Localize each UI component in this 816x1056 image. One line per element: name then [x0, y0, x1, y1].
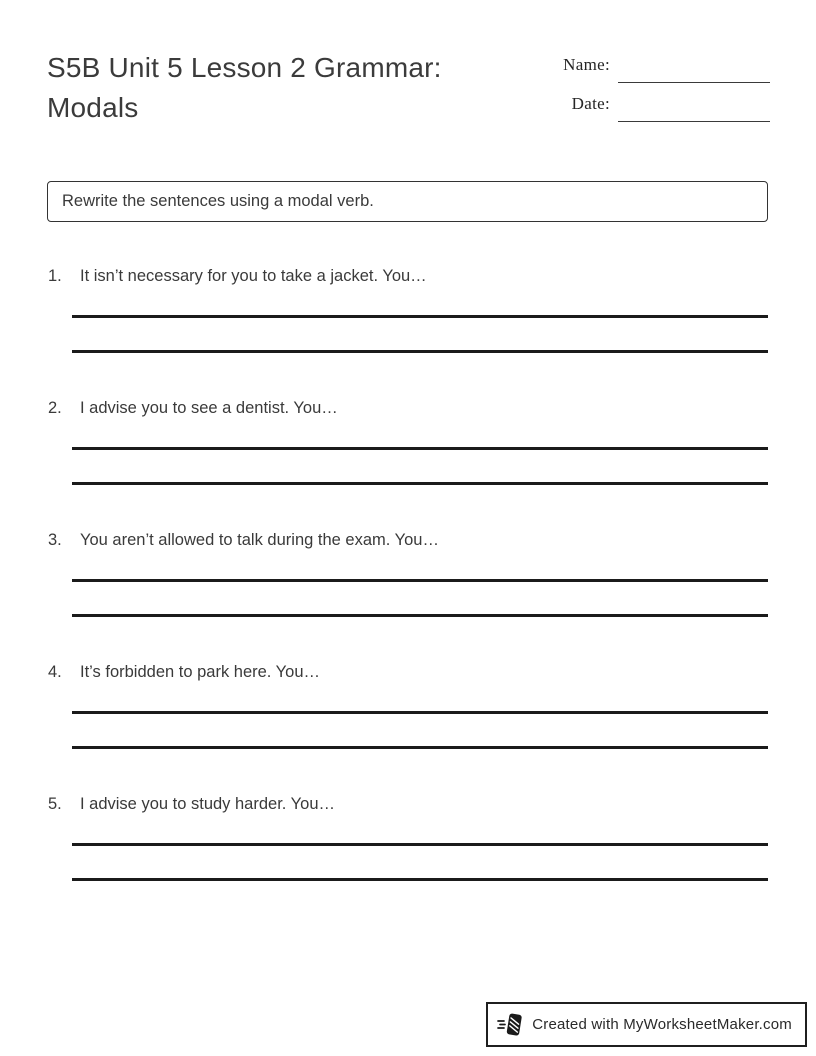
answer-line: [72, 843, 768, 846]
question-row: [47, 397, 768, 419]
answer-line: [72, 482, 768, 485]
date-label: Date:: [571, 94, 610, 113]
worksheet-header: [47, 48, 770, 133]
question-5: [47, 793, 768, 881]
question-text: I advise you to see a dentist. You…: [80, 399, 338, 417]
instructions-text: Rewrite the sentences using a modal verb.: [62, 192, 374, 210]
question-2: [47, 397, 768, 485]
name-fill-line: [618, 82, 770, 83]
question-text: It isn’t necessary for you to take a jacket. You…: [80, 267, 427, 285]
answer-line: [72, 350, 768, 353]
question-row: [47, 793, 768, 815]
question-number: 2.: [48, 399, 62, 417]
page-title-line-2: Modals: [47, 92, 139, 123]
question-list: [47, 265, 768, 925]
question-number: 4.: [48, 663, 62, 681]
answer-line: [72, 878, 768, 881]
question-number: 3.: [48, 531, 62, 549]
date-field-row: [558, 94, 770, 114]
instructions-box: [47, 181, 768, 222]
date-fill-line: [618, 121, 770, 122]
question-1: [47, 265, 768, 353]
question-3: [47, 529, 768, 617]
question-row: [47, 529, 768, 551]
answer-line: [72, 711, 768, 714]
question-number: 5.: [48, 795, 62, 813]
question-number: 1.: [48, 267, 62, 285]
answer-line: [72, 614, 768, 617]
question-text: You aren’t allowed to talk during the exam. You…: [80, 531, 439, 549]
question-4: [47, 661, 768, 749]
answer-line: [72, 447, 768, 450]
name-date-block: [558, 48, 770, 133]
question-row: [47, 661, 768, 683]
worksheet-maker-logo-icon: [497, 1011, 524, 1038]
answer-line: [72, 579, 768, 582]
name-field-row: [558, 55, 770, 75]
answer-line: [72, 315, 768, 318]
credit-text: Created with MyWorksheetMaker.com: [532, 1016, 792, 1033]
name-label: Name:: [563, 55, 610, 74]
credit-badge[interactable]: [486, 1002, 807, 1047]
page-title: [47, 48, 442, 128]
question-text: It’s forbidden to park here. You…: [80, 663, 321, 681]
question-row: [47, 265, 768, 287]
answer-line: [72, 746, 768, 749]
page-title-line-1: S5B Unit 5 Lesson 2 Grammar:: [47, 52, 442, 83]
question-text: I advise you to study harder. You…: [80, 795, 336, 813]
